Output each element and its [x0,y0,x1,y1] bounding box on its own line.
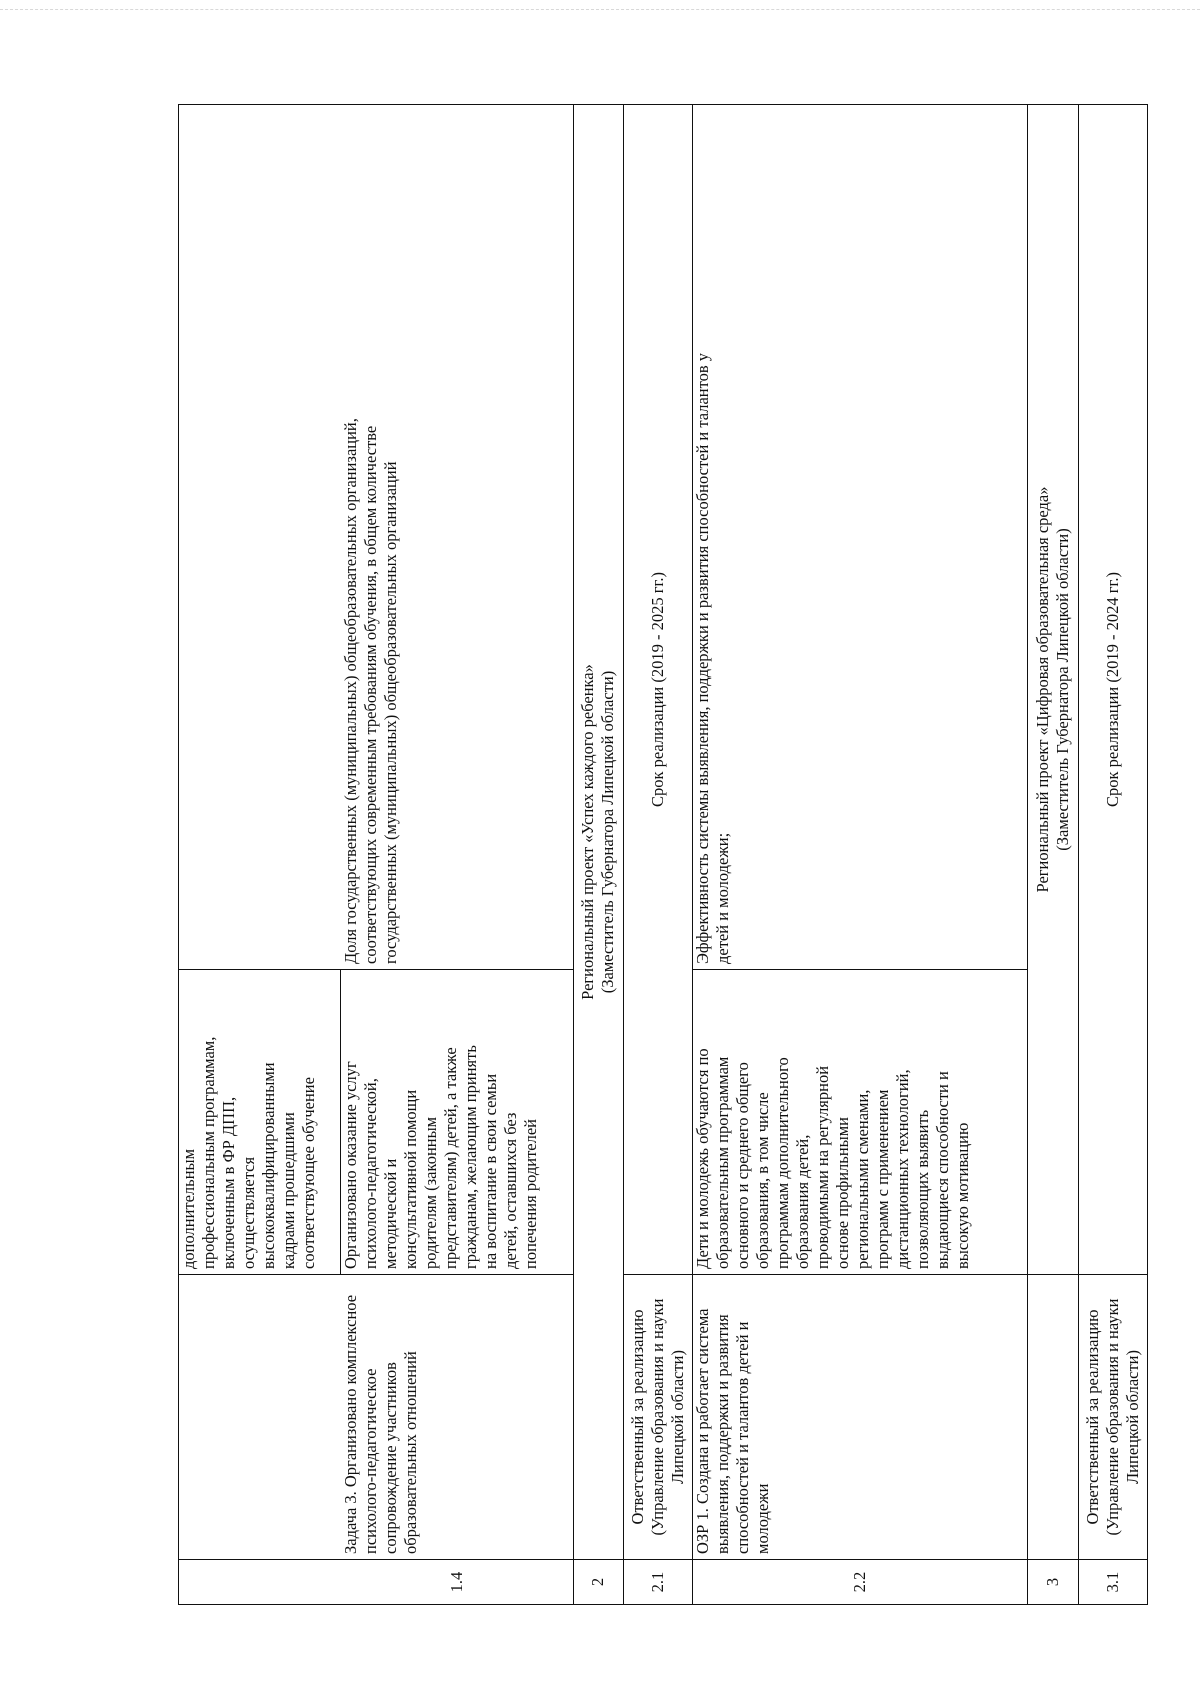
regional-project-header [573,105,623,1560]
project-curator: (Заместитель Губернатора Липецкой области) [598,670,618,994]
row-number: 2.2 [693,1560,1028,1605]
table-row-continuation [179,105,341,1605]
row-number: 2 [573,1560,623,1605]
program-table [178,104,1148,1605]
table-row-2-2 [693,105,1028,1605]
table-row-2 [573,105,623,1605]
row-number: 2.1 [623,1560,692,1605]
row-number: 3.1 [1078,1560,1147,1605]
empty-cell [1028,1275,1078,1560]
task-cell: Задача 3. Организовано комплексное психолого-педагогическое сопровождение участников образовательных отношений [341,1275,573,1560]
rotated-table-wrapper [178,105,1148,1605]
cell-num-continuation [179,1560,341,1605]
responsible-cell: Ответственный за реализацию (Управление образования и науки Липецкой области) [623,1275,692,1560]
term-cell: Срок реализации (2019 - 2025 гг.) [623,105,692,1275]
table-row-2-1 [623,105,692,1605]
term-cell: Срок реализации (2019 - 2024 гг.) [1078,105,1147,1275]
regional-project-header [1028,105,1078,1275]
row-number: 3 [1028,1560,1078,1605]
table-row-1-4 [341,105,573,1605]
row-number: 1.4 [341,1560,573,1605]
cell-task-continuation [179,1275,341,1560]
result-cell: Организовано оказание услуг психолого-педагогической, методической и консультативной помощи родителям (законным представителям) детей, а также гражданам, желающим принять на воспитание в свои семьи детей, оставшихся без попечения родителей [341,970,573,1275]
indicator-cell: Доля государственных (муниципальных) общеобразовательных организаций, соответствующих современным требованиям обучения, в общем количестве государственных (муниципальных) общеобразовательных организаций [341,105,573,970]
project-title: Региональный проект «Цифровая образовательная среда» [1033,486,1052,893]
project-title: Региональный проект «Успех каждого ребенка» [578,664,598,1000]
cell-indicator-continuation [179,105,341,970]
table-row-3 [1028,105,1078,1605]
task-cell: ОЗР 1. Создана и работает система выявления, поддержки и развития способностей и талантов детей и молодежи [693,1275,1028,1560]
responsible-cell: Ответственный за реализацию (Управление образования и науки Липецкой области) [1078,1275,1147,1560]
page-top-rule [0,9,1200,10]
project-curator: (Заместитель Губернатора Липецкой области) [1053,528,1072,851]
document-page [178,105,1200,1593]
table-row-3-1 [1078,105,1147,1605]
cell-result-continuation: дополнительным профессиональным программам, включенным в ФР ДПП, осуществляется высококвалифицированными кадрами прошедшими соответствующее обучение [179,970,341,1275]
result-cell: Дети и молодежь обучаются по образовательным программам основного и среднего общего образования, в том числе программам дополнительного образования детей, проводимыми на регулярной основе профильными региональными сменами, программ с применением дистанционных технологий, позволяющих выявить выдающиеся способности и высокую мотивацию [693,970,1028,1275]
indicator-cell: Эффективность системы выявления, поддержки и развития способностей и талантов у детей и молодежи; [693,105,1028,970]
